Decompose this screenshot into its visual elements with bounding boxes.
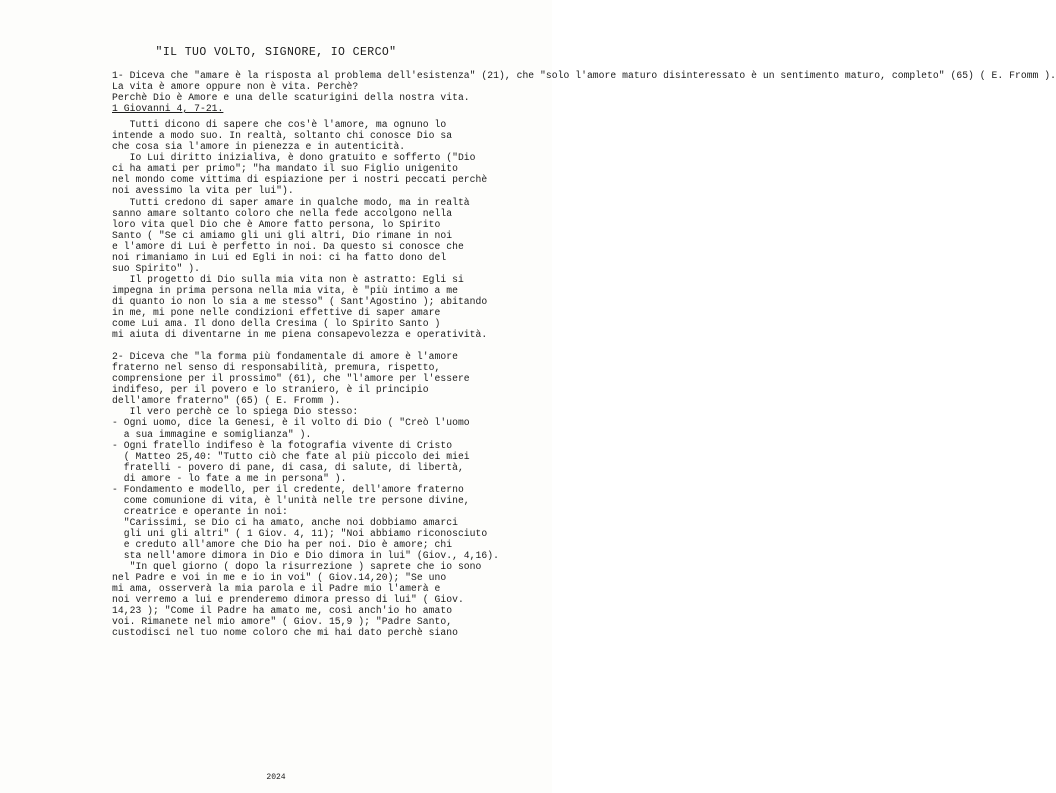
text-line: Santo ( "Se ci amiamo gli uni gli altri, Dio rimane in noi — [112, 229, 453, 241]
text-line: Il vero perchè ce lo spiega Dio stesso: — [112, 406, 359, 418]
text-line: - Fondamento e modello, per il credente, dell'amore fraterno — [112, 483, 464, 495]
text-line: La vita è amore oppure non è vita. Perchè? — [112, 81, 359, 93]
text-line: e l'amore di Lui è perfetto in noi. Da questo si conosce che — [112, 240, 464, 252]
text-line: suo Spirito" ). — [112, 262, 200, 274]
text-line: fratelli - povero di pane, di casa, di salute, di libertà, — [112, 461, 464, 473]
text-line: come comunione di vita, è l'unità nelle tre persone divine, — [112, 494, 470, 506]
text-line: "Carissimi, se Dio ci ha amato, anche noi dobbiamo amarci — [112, 516, 458, 528]
text-line: di amore - lo fate a me in persona" ). — [112, 472, 347, 484]
text-line: creatrice e operante in noi: — [112, 505, 288, 517]
text-line: dell'amore fraterno" (65) ( E. Fromm ). — [112, 395, 341, 407]
text-line: che cosa sia l'amore in pienezza e in autenticità. — [112, 141, 406, 153]
text-line: ( Matteo 25,40: "Tutto ciò che fate al più piccolo dei miei — [112, 450, 470, 462]
text-line: noi verremo a lui e prenderemo dimora presso di lui" ( Giov. — [112, 594, 464, 606]
text-line: nel mondo come vittima di espiazione per i nostri peccati perchè — [112, 174, 488, 186]
text-line: comprensione per il prossimo" (61), che "l'amore per l'essere — [112, 373, 470, 385]
text-line: - Ogni uomo, dice la Genesi, è il volto di Dio ( "Creò l'uomo — [112, 417, 470, 429]
text-line: mi aiuta di diventarne in me piena consapevolezza e operatività. — [112, 329, 488, 341]
text-line: nel Padre e voi in me e io in voi" ( Giov.14,20); "Se uno — [112, 572, 447, 584]
text-line: mi ama, osserverà la mia parola e il Padre mio l'amerà e — [112, 583, 441, 595]
text-line: 1 Giovanni 4, 7-21. — [112, 103, 224, 115]
text-line: come Lui ama. Il dono della Cresima ( lo Spirito Santo ) — [112, 318, 441, 330]
document-title: "IL TUO VOLTO, SIGNORE, IO CERCO" — [155, 46, 397, 59]
text-line: 14,23 ); "Come il Padre ha amato me, così anch'io ho amato — [112, 605, 453, 617]
text-line: gli uni gli altri" ( 1 Giov. 4, 11); "Noi abbiamo riconosciuto — [112, 527, 488, 539]
text-line: Io Lui diritto inizialiva, è dono gratuito e sofferto ("Dio — [112, 152, 476, 164]
paragraph-block — [112, 351, 532, 638]
document-body — [112, 70, 1056, 639]
text-line: sta nell'amore dimora in Dio e Dio dimora in lui" (Giov., 4,16). — [112, 550, 499, 562]
text-line: - Ogni fratello indifeso è la fotografia vivente di Cristo — [112, 439, 453, 451]
text-line: sanno amare soltanto coloro che nella fede accolgono nella — [112, 207, 453, 219]
text-line: in me, mi pone nelle condizioni effettive di saper amare — [112, 306, 441, 318]
text-line: ci ha amati per primo"; "ha mandato il suo Figlio unigenito — [112, 163, 458, 175]
text-line: di quanto io non lo sia a me stesso" ( Sant'Agostino ); abitando — [112, 295, 488, 307]
text-line: e creduto all'amore che Dio ha per noi. Dio è amore; chi — [112, 538, 453, 550]
text-line: Tutti credono di saper amare in qualche modo, ma in realtà — [112, 196, 470, 208]
text-line: indifeso, per il povero e lo straniero, è il principio — [112, 384, 429, 396]
text-line: a sua immagine e somiglianza" ). — [112, 428, 312, 440]
text-line: voi. Rimanete nel mio amore" ( Giov. 15,9 ); "Padre Santo, — [112, 616, 453, 628]
paragraph-gap — [112, 340, 532, 351]
text-line: 1- Diceva che "amare è la risposta al problema dell'esistenza" (21), che "solo l'amore maturo disinteressato è un sentimento maturo, completo" (65) ( E. Fromm ). — [112, 70, 1056, 81]
text-line: 2- Diceva che "la forma più fondamentale di amore è l'amore — [112, 351, 458, 363]
text-line: noi avessimo la vita per lui"). — [112, 185, 294, 197]
text-line: intende a modo suo. In realtà, soltanto chi conosce Dio sa — [112, 130, 453, 142]
text-line: loro vita quel Dio che è Amore fatto persona, lo Spirito — [112, 218, 441, 230]
page-number: 2024 — [266, 773, 286, 782]
text-line: "In quel giorno ( dopo la risurrezione ) saprete che io sono — [112, 561, 482, 573]
text-line: impegna in prima persona nella mia vita, è "più intimo a me — [112, 284, 458, 296]
text-line: Perchè Dio è Amore e una delle scaturigini della nostra vita. — [112, 92, 470, 104]
text-line: Il progetto di Dio sulla mia vita non è astratto: Egli si — [112, 273, 464, 285]
text-line: fraterno nel senso di responsabilità, premura, rispetto, — [112, 362, 441, 374]
text-line: noi rimaniamo in Lui ed Egli in noi: ci ha fatto dono del — [112, 251, 447, 263]
text-line: Tutti dicono di sapere che cos'è l'amore, ma ognuno lo — [112, 119, 447, 131]
paragraph-block — [112, 70, 1056, 115]
text-line: custodisci nel tuo nome coloro che mi hai dato perchè siano — [112, 627, 458, 639]
paragraph-block — [112, 119, 532, 340]
